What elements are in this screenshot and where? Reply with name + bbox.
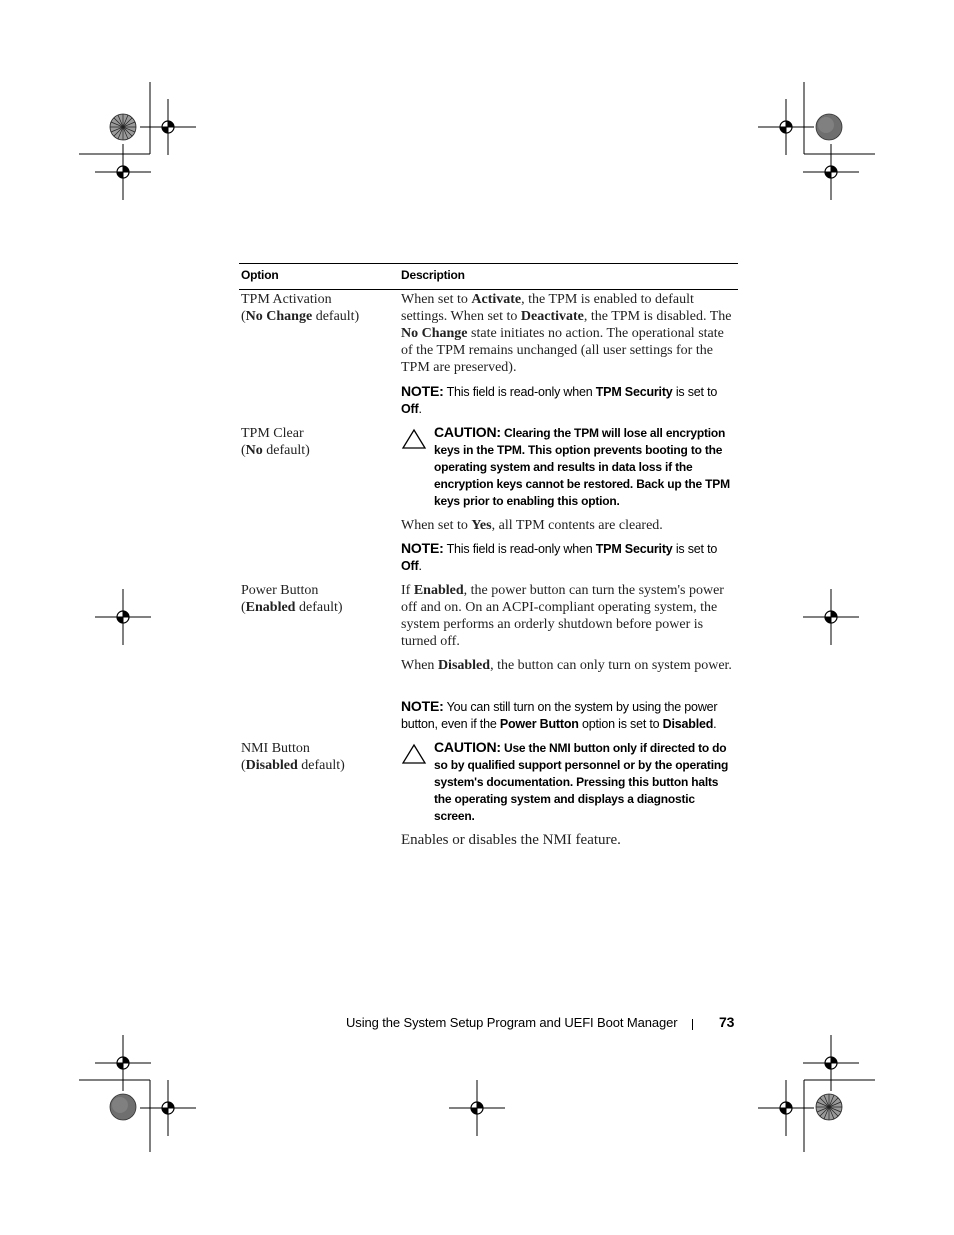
registration-star-icon bbox=[816, 1094, 842, 1120]
registration-crosshair-icon bbox=[803, 1035, 859, 1091]
registration-crosshair-icon bbox=[449, 1080, 505, 1136]
note-tpm-clear: NOTE: This field is read-only when TPM Security is set to Off. bbox=[401, 540, 718, 573]
description-nmi-button: Enables or disables the NMI feature. bbox=[401, 832, 621, 848]
header-description: Description bbox=[401, 268, 465, 282]
footer-title: Using the System Setup Program and UEFI Boot Manager bbox=[346, 1015, 678, 1030]
note-tpm-activation: NOTE: This field is read-only when TPM Security is set to Off. bbox=[401, 383, 718, 416]
registration-dark-icon bbox=[110, 1094, 136, 1120]
description-power-button-1: If Enabled, the power button can turn the system's power off and on. On an ACPI-compliant operating system, the system performs an orderly shutdown before power is turned off. bbox=[401, 583, 724, 649]
description-tpm-clear: When set to Yes, all TPM contents are cleared. bbox=[401, 518, 663, 533]
registration-crosshair-icon bbox=[758, 99, 814, 155]
option-tpm-clear: TPM Clear (No default) bbox=[241, 426, 310, 458]
registration-dark-icon bbox=[816, 114, 842, 140]
footer-divider bbox=[692, 1019, 693, 1030]
description-power-button-2: When Disabled, the button can only turn on system power. bbox=[401, 658, 732, 673]
note-power-button: NOTE: You can still turn on the system by using the power button, even if the Power Button option is set to Disabled. bbox=[401, 698, 718, 731]
registration-crosshair-icon bbox=[803, 589, 859, 645]
registration-crosshair-icon bbox=[803, 144, 859, 200]
registration-crosshair-icon bbox=[95, 1035, 151, 1091]
page-number: 73 bbox=[719, 1014, 735, 1030]
header-option: Option bbox=[241, 268, 279, 282]
registration-crosshair-icon bbox=[95, 589, 151, 645]
caution-nmi-button: CAUTION: Use the NMI button only if directed to do so by qualified support personnel or by the operating system's documentation. Pressing this button halts the operating system and displays a diagnostic screen. bbox=[401, 739, 736, 829]
caution-tpm-clear: CAUTION: Clearing the TPM will lose all encryption keys in the TPM. This option prevents booting to the operating system and results in data loss if the encryption keys cannot be restored. Back up the TPM keys prior to enabling this option. bbox=[401, 424, 736, 514]
registration-crosshair-icon bbox=[758, 1080, 814, 1136]
table-header bbox=[239, 263, 738, 290]
registration-crosshair-icon bbox=[140, 1080, 196, 1136]
registration-star-icon bbox=[110, 114, 136, 140]
option-power-button: Power Button (Enabled default) bbox=[241, 583, 343, 615]
registration-crosshair-icon bbox=[95, 144, 151, 200]
option-nmi-button: NMI Button (Disabled default) bbox=[241, 741, 345, 773]
option-tpm-activation: TPM Activation (No Change default) bbox=[241, 292, 360, 324]
description-tpm-activation: When set to Activate, the TPM is enabled to default settings. When set to Deactivate, the TPM is disabled. The No Change state initiates no action. The operational state of the TPM remains unchanged (all user settings for the TPM are preserved). bbox=[401, 292, 732, 375]
caution-triangle-icon bbox=[401, 743, 427, 765]
caution-triangle-icon bbox=[401, 428, 427, 450]
registration-crosshair-icon bbox=[140, 99, 196, 155]
